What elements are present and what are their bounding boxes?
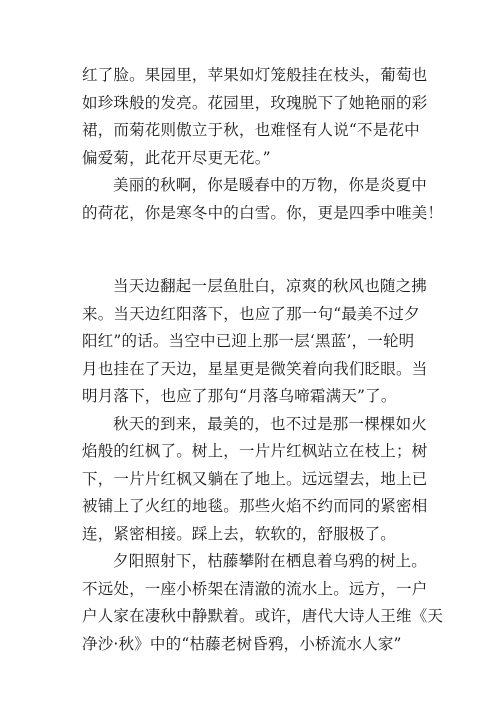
text-line: 当天边翻起一层鱼肚白，凉爽的秋风也随之拂 — [113, 277, 428, 295]
text-block-autumn-beauty — [82, 62, 444, 227]
text-line: 不远处，一座小桥架在清澈的流水上。远方，一户 — [82, 579, 428, 598]
text-line: 净沙·秋》中的“枯藤老树昏鸦，小桥流水人家” — [82, 634, 402, 653]
text-line: 来。当天边红阳落下，也应了那一句“最美不过夕 — [82, 304, 420, 323]
text-line: 被铺上了火红的地毯。那些火焰不约而同的紧密相 — [82, 497, 428, 515]
text-line: 红了脸。果园里，苹果如灯笼般挂在枝头，葡萄也 — [82, 66, 428, 84]
text-line: 连，紧密相接。踩上去，软软的，舒服极了。 — [82, 524, 397, 543]
text-line: 如珍珠般的发亮。花园里，玫瑰脱下了她艳丽的彩 — [82, 93, 428, 112]
text-line: 户人家在凄秋中静默着。或许，唐代大诗人王维《天 — [82, 607, 444, 625]
text-line: 裙，而菊花则傲立于秋，也难怪有人说“不是花中 — [82, 121, 420, 139]
text-line: 秋天的到来，最美的，也不过是那一棵棵如火 — [113, 414, 428, 433]
text-line: 月也挂在了天边，星星更是微笑着向我们眨眼。当 — [82, 359, 428, 378]
text-line: 美丽的秋啊，你是暖春中的万物，你是炎夏中 — [113, 176, 428, 194]
text-line: 下，一片片红枫又躺在了地上。远远望去，地上已 — [82, 469, 428, 488]
text-line: 偏爱菊，此花开尽更无花。” — [82, 148, 271, 167]
text-line: 阳红”的话。当空中已迎上那一层‘黑蓝’，一轮明 — [82, 332, 415, 350]
text-line: 明月落下，也应了那句“月落乌啼霜满天”了。 — [82, 387, 397, 405]
text-line: 的荷花，你是寒冬中的白雪。你，更是四季中唯美！ — [82, 203, 444, 222]
text-line: 夕阳照射下，枯藤攀附在栖息着乌鸦的树上。 — [113, 552, 428, 570]
text-block-autumn-scenes — [82, 273, 444, 658]
text-line: 焰般的红枫了。树上，一片片红枫站立在枝上；树 — [82, 442, 428, 460]
